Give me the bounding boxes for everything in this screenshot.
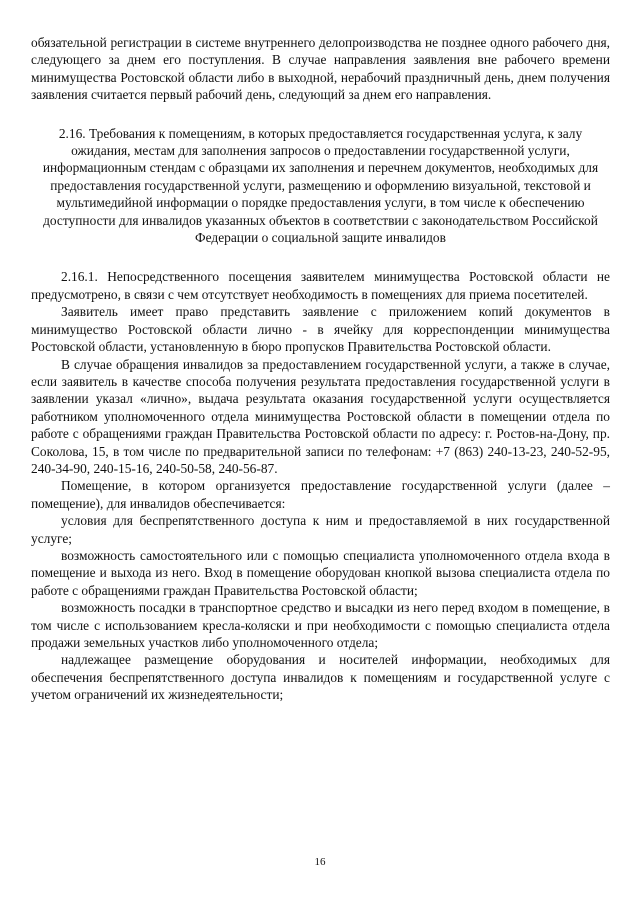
document-page bbox=[31, 34, 610, 704]
paragraph-2-16-1: 2.16.1. Непосредственного посещения заявителем минимущества Ростовской области не предусмотрено, в связи с чем отсутствует необходимость в помещениях для приема посетителей. bbox=[31, 269, 610, 302]
paragraph-applicant-right: Заявитель имеет право представить заявление с приложением копий документов в минимущество Ростовской области лично - в ячейку для корреспонденции минимущества Ростовской области, установленную в бюро пропусков Правительства Ростовской области. bbox=[31, 304, 610, 355]
paragraph-access-conditions: условия для беспрепятственного доступа к ним и предоставляемой в них государственной услуге; bbox=[31, 513, 610, 546]
section-heading: 2.16. Требования к помещениям, в которых предоставляется государственная услуга, к залу ожидания, местам для заполнения запросов о предоставлении государственной услуги, информационным стендам с образцами их заполнения и перечнем документов, необходимых для предоставления государственной услуги, размещению и оформлению визуальной, текстовой и мультимедийной информации о порядке предоставления услуги, в том числе к обеспечению доступности для инвалидов указанных объектов в соответствии с законодательством Российской Федерации о социальной защите инвалидов bbox=[42, 125, 599, 246]
paragraph-equipment-placement: надлежащее размещение оборудования и носителей информации, необходимых для обеспечения беспрепятственного доступа инвалидов к помещениям и государственной услуге с учетом ограничений их жизнедеятельности; bbox=[31, 652, 610, 703]
paragraph-disabled-appeal: В случае обращения инвалидов за предоставлением государственной услуги, а также в случае, если заявитель в качестве способа получения результата предоставления государственной услуги в заявлении указал «лично», выдача результата оказания государственной услуги осуществляется работником уполномоченного отдела минимущества Ростовской области в помещении отдела по работе с обращениями граждан Правительства Ростовской области по адресу: г. Ростов-на-Дону, пр. Соколова, 15, в том числе по предварительной записи по телефонам: +7 (863) 240-13-23, 240-52-95, 240-34-90, 240-15-16, 240-50-58, 240-56-87. bbox=[31, 356, 610, 476]
intro-paragraph: обязательной регистрации в системе внутреннего делопроизводства не позднее одного рабочего дня, следующего за днем его поступления. В случае направления заявления вне рабочего времени минимущества Ростовской области либо в выходной, нерабочий праздничный день, днем получения заявления считается первый рабочий день, следующий за днем его направления. bbox=[31, 35, 610, 103]
paragraph-premises-provision: Помещение, в котором организуется предоставление государственной услуги (далее – помещение), для инвалидов обеспечивается: bbox=[31, 478, 610, 511]
paragraph-vehicle-boarding: возможность посадки в транспортное средство и высадки из него перед входом в помещение, в том числе с использованием кресла-коляски и при необходимости с помощью специалиста отдела продажи земельных участков либо уполномоченного отдела; bbox=[31, 600, 610, 650]
paragraph-entry-exit: возможность самостоятельного или с помощью специалиста уполномоченного отдела входа в помещение и выхода из него. Вход в помещение оборудован кнопкой вызова специалиста отдела по работе с обращениями граждан Правительства Ростовской области; bbox=[31, 547, 610, 598]
page-number: 16 bbox=[314, 856, 326, 868]
